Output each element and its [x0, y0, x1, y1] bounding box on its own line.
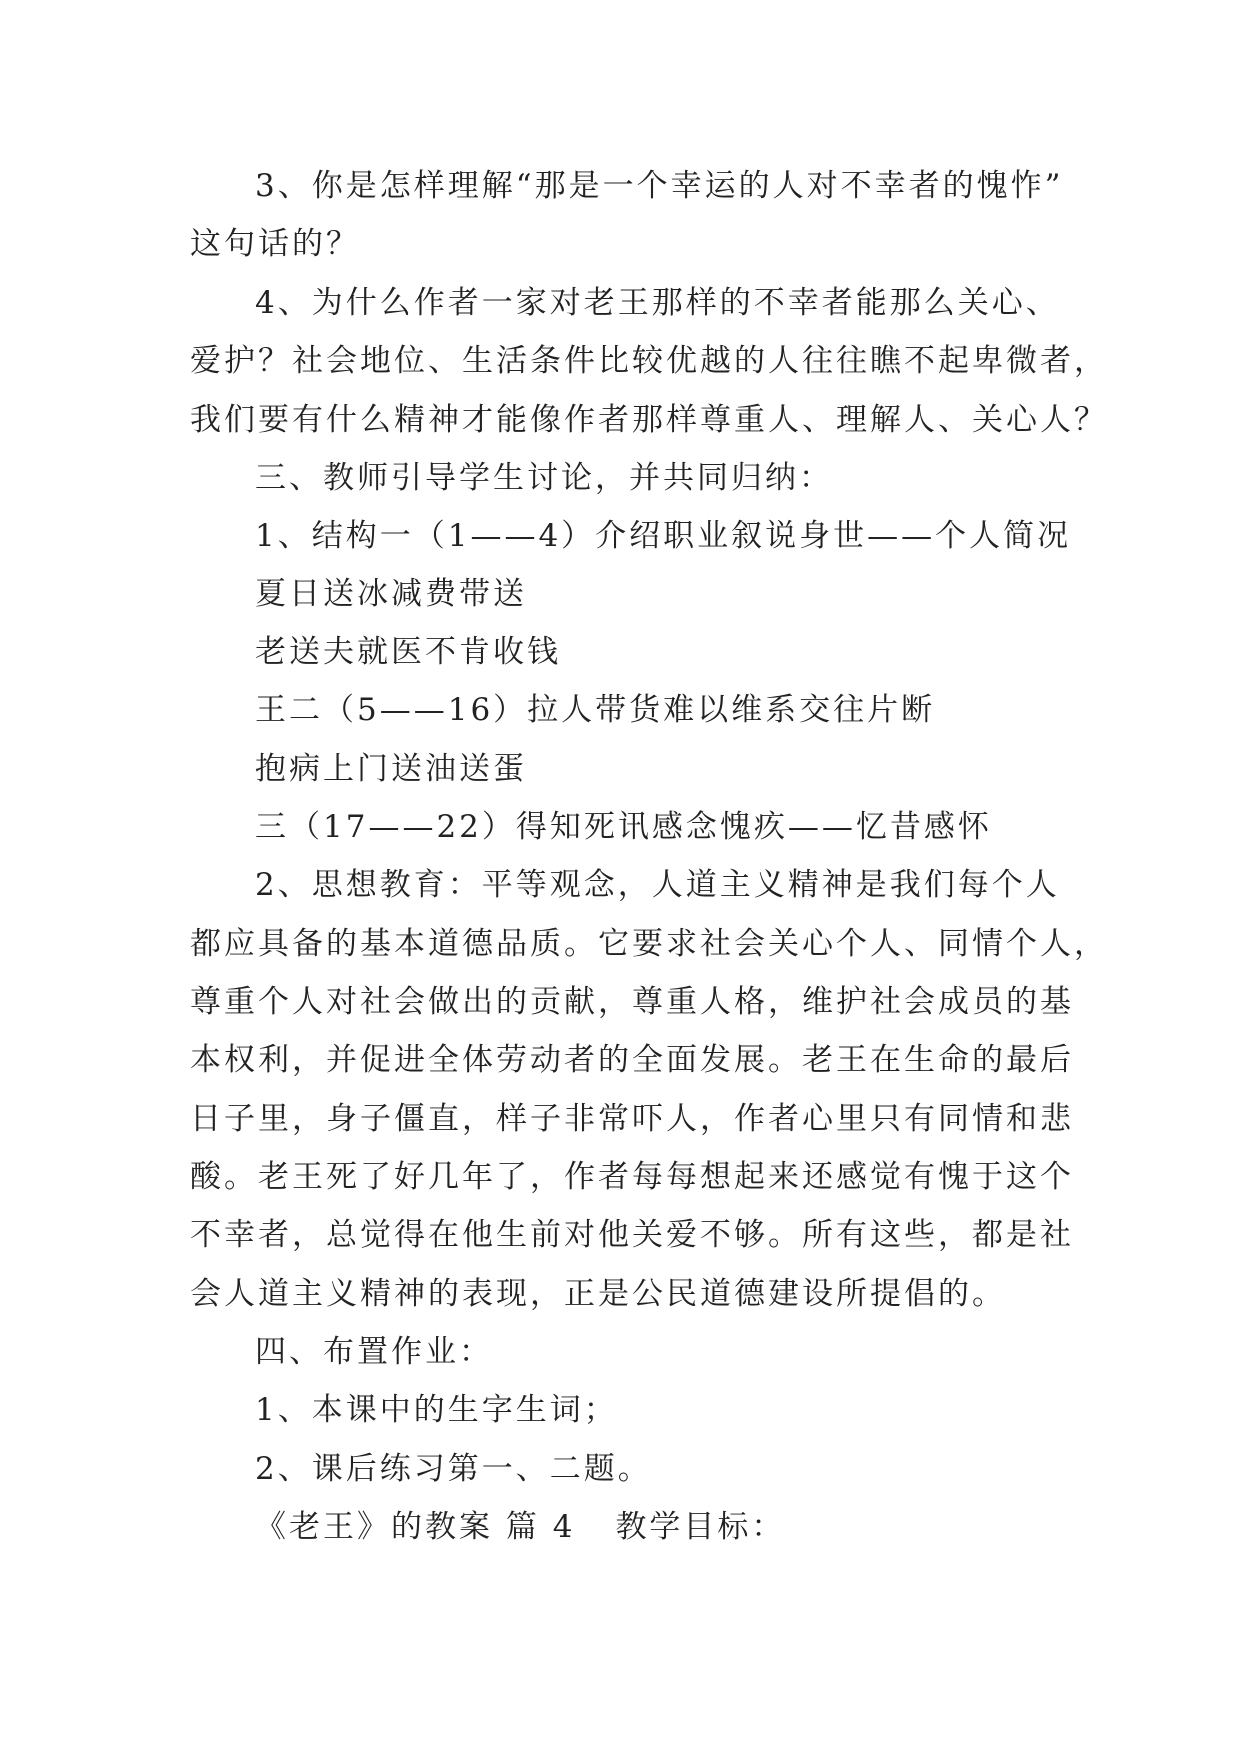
structure-line-5: 抱病上门送油送蛋	[255, 751, 527, 787]
structure-line-4: 王二（5——16）拉人带货难以维系交往片断	[255, 692, 936, 728]
next-lesson-line	[255, 1507, 785, 1547]
moral-line-4: 本权利，并促进全体劳动者的全面发展。老王在生命的最后	[190, 1042, 1074, 1078]
homework-item-1: 1、本课中的生字生词；	[255, 1392, 618, 1428]
question-4-line-3: 我们要有什么精神才能像作者那样尊重人、理解人、关心人？	[190, 402, 1108, 438]
question-4-line-2: 爱护？社会地位、生活条件比较优越的人往往瞧不起卑微者，	[190, 343, 1108, 379]
structure-line-1: 1、结构一（1——4）介绍职业叙说身世——个人简况	[255, 518, 1072, 554]
structure-line-6: 三（17——22）得知死讯感念愧疚——忆昔感怀	[255, 809, 992, 845]
moral-line-5: 日子里，身子僵直，样子非常吓人，作者心里只有同情和悲	[190, 1101, 1074, 1137]
question-3-line-1: 3、你是怎样理解“那是一个幸运的人对不幸者的愧怍”	[255, 168, 1064, 204]
homework-item-2: 2、课后练习第一、二题。	[255, 1451, 652, 1487]
moral-line-1: 2、思想教育：平等观念，人道主义精神是我们每个人	[255, 867, 1060, 903]
structure-line-2: 夏日送冰减费带送	[255, 576, 527, 612]
section-3-heading: 三、教师引导学生讨论，并共同归纳：	[255, 460, 833, 496]
next-lesson-title: 《老王》的教案 篇 4	[255, 1509, 576, 1545]
moral-line-8: 会人道主义精神的表现，正是公民道德建设所提倡的。	[190, 1276, 1006, 1312]
moral-line-6: 酸。老王死了好几年了，作者每每想起来还感觉有愧于这个	[190, 1159, 1074, 1195]
teaching-goals-label: 教学目标：	[615, 1509, 786, 1545]
section-4-heading: 四、布置作业：	[255, 1334, 493, 1370]
moral-line-2: 都应具备的基本道德品质。它要求社会关心个人、同情个人，	[190, 926, 1108, 962]
question-4-line-1: 4、为什么作者一家对老王那样的不幸者能那么关心、	[255, 285, 1060, 321]
moral-line-7: 不幸者，总觉得在他生前对他关爱不够。所有这些，都是社	[190, 1217, 1074, 1253]
structure-line-3: 老送夫就医不肯收钱	[255, 634, 561, 670]
question-3-line-2: 这句话的？	[190, 226, 360, 262]
moral-line-3: 尊重个人对社会做出的贡献，尊重人格，维护社会成员的基	[190, 984, 1074, 1020]
